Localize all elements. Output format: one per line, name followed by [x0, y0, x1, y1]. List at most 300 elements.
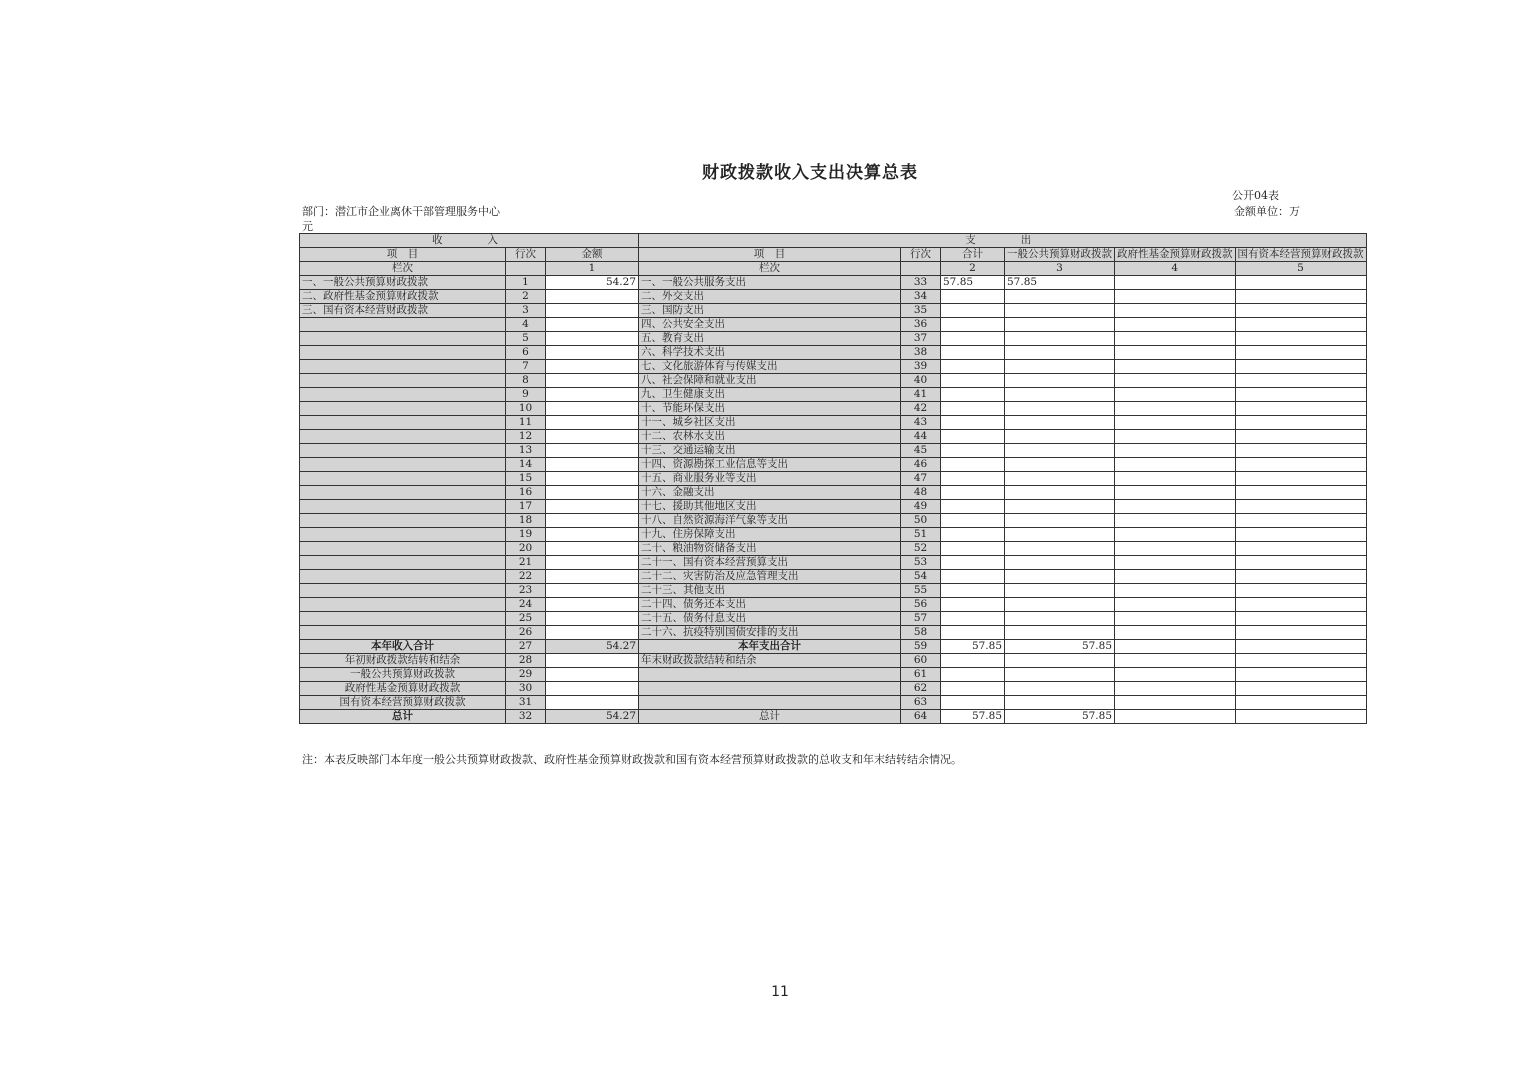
state-capital-amount — [1235, 570, 1366, 584]
income-amount — [546, 430, 639, 444]
table-row — [300, 626, 1367, 640]
table-row — [300, 472, 1367, 486]
footnote: 注：本表反映部门本年度一般公共预算财政拨款、政府性基金预算财政拨款和国有资本经营预算财政拨款的总收支和年末结转结余情况。 — [302, 753, 962, 766]
row-number: 31 — [506, 696, 546, 710]
income-amount-header: 金额 — [546, 248, 639, 262]
expense-row-number: 56 — [901, 598, 941, 612]
row-number: 27 — [506, 640, 546, 654]
balance-row — [300, 696, 1367, 710]
table-row — [300, 528, 1367, 542]
general-budget-amount — [1005, 332, 1115, 346]
state-capital-amount — [1235, 668, 1366, 682]
expense-row-number: 38 — [901, 346, 941, 360]
opening-balance-label: 年初财政拨款结转和结余 — [300, 654, 506, 668]
total-amount — [941, 514, 1005, 528]
total-amount — [941, 556, 1005, 570]
income-item — [300, 402, 506, 416]
expense-row-no-header: 行次 — [901, 248, 941, 262]
grand-total-row — [300, 710, 1367, 724]
expense-item: 十四、资源勘探工业信息等支出 — [639, 458, 901, 472]
total-amount — [941, 472, 1005, 486]
gov-fund-amount — [1115, 430, 1236, 444]
general-budget-amount — [1005, 472, 1115, 486]
expense-item: 七、文化旅游体育与传媒支出 — [639, 360, 901, 374]
gov-fund-amount — [1115, 402, 1236, 416]
gov-fund-amount — [1115, 500, 1236, 514]
expense-item: 十二、农林水支出 — [639, 430, 901, 444]
state-capital-amount — [1235, 388, 1366, 402]
general-budget-amount — [1005, 668, 1115, 682]
expense-row-number: 54 — [901, 570, 941, 584]
income-amount: 54.27 — [546, 710, 639, 724]
expense-item: 六、科学技术支出 — [639, 346, 901, 360]
table-row — [300, 584, 1367, 598]
state-capital-amount — [1235, 598, 1366, 612]
table-row — [300, 388, 1367, 402]
gov-fund-amount — [1115, 556, 1236, 570]
gov-fund-amount — [1115, 290, 1236, 304]
gov-fund-amount — [1115, 416, 1236, 430]
table-row — [300, 346, 1367, 360]
expense-item: 三、国防支出 — [639, 304, 901, 318]
balance-row — [300, 668, 1367, 682]
income-amount — [546, 444, 639, 458]
expense-row-number: 51 — [901, 528, 941, 542]
income-row-number: 10 — [506, 402, 546, 416]
expense-item: 十八、自然资源海洋气象等支出 — [639, 514, 901, 528]
income-item — [300, 528, 506, 542]
general-budget-amount — [1005, 444, 1115, 458]
total-amount — [941, 486, 1005, 500]
general-budget-amount: 57.85 — [1005, 276, 1115, 290]
gov-fund-amount — [1115, 710, 1236, 724]
income-row-number: 2 — [506, 290, 546, 304]
expense-item: 五、教育支出 — [639, 332, 901, 346]
income-amount — [546, 416, 639, 430]
expense-item: 十一、城乡社区支出 — [639, 416, 901, 430]
state-capital-amount — [1235, 276, 1366, 290]
state-capital-income-label: 国有资本经营预算财政拨款 — [300, 696, 506, 710]
total-amount — [941, 430, 1005, 444]
total-amount — [941, 360, 1005, 374]
expense-row-number: 33 — [901, 276, 941, 290]
expense-row-number: 47 — [901, 472, 941, 486]
table-row — [300, 458, 1367, 472]
income-amount — [546, 654, 639, 668]
income-amount — [546, 500, 639, 514]
income-row-number: 21 — [506, 556, 546, 570]
gov-fund-amount — [1115, 612, 1236, 626]
gov-fund-income-label: 政府性基金预算财政拨款 — [300, 682, 506, 696]
total-amount — [941, 584, 1005, 598]
total-amount — [941, 402, 1005, 416]
gov-fund-amount — [1115, 332, 1236, 346]
section-header-row — [300, 234, 1367, 248]
column-number-1: 1 — [546, 262, 639, 276]
state-capital-amount — [1235, 654, 1366, 668]
state-capital-amount — [1235, 416, 1366, 430]
gov-fund-amount — [1115, 626, 1236, 640]
income-amount — [546, 598, 639, 612]
row-number: 28 — [506, 654, 546, 668]
expense-item-header: 项 目 — [639, 248, 901, 262]
column-number-3: 3 — [1005, 262, 1115, 276]
total-amount — [941, 388, 1005, 402]
state-capital-amount — [1235, 472, 1366, 486]
state-capital-amount — [1235, 696, 1366, 710]
income-row-number: 25 — [506, 612, 546, 626]
income-item — [300, 374, 506, 388]
gov-fund-amount — [1115, 486, 1236, 500]
column-number-blank-expense — [901, 262, 941, 276]
income-item — [300, 486, 506, 500]
state-capital-amount — [1235, 542, 1366, 556]
state-capital-amount — [1235, 682, 1366, 696]
state-capital-amount — [1235, 514, 1366, 528]
income-row-number: 24 — [506, 598, 546, 612]
total-amount — [941, 626, 1005, 640]
expense-row-number: 39 — [901, 360, 941, 374]
row-number: 30 — [506, 682, 546, 696]
total-amount — [941, 304, 1005, 318]
state-capital-amount — [1235, 556, 1366, 570]
total-amount — [941, 500, 1005, 514]
state-capital-amount — [1235, 318, 1366, 332]
total-amount — [941, 696, 1005, 710]
expense-item: 二、外交支出 — [639, 290, 901, 304]
row-number: 32 — [506, 710, 546, 724]
expense-item: 一、一般公共服务支出 — [639, 276, 901, 290]
gov-fund-header: 政府性基金预算财政拨款 — [1115, 248, 1236, 262]
income-amount — [546, 682, 639, 696]
income-item — [300, 626, 506, 640]
expense-item-blank — [639, 668, 901, 682]
income-amount: 54.27 — [546, 640, 639, 654]
state-capital-amount — [1235, 332, 1366, 346]
general-budget-amount — [1005, 500, 1115, 514]
income-item — [300, 458, 506, 472]
gov-fund-amount — [1115, 458, 1236, 472]
total-amount — [941, 598, 1005, 612]
income-item — [300, 388, 506, 402]
total-amount — [941, 528, 1005, 542]
balance-row — [300, 682, 1367, 696]
year-income-total-label: 本年收入合计 — [300, 640, 506, 654]
income-amount — [546, 542, 639, 556]
gov-fund-amount — [1115, 570, 1236, 584]
table-row — [300, 276, 1367, 290]
gov-fund-amount — [1115, 682, 1236, 696]
gov-fund-amount — [1115, 640, 1236, 654]
grand-total-label: 总计 — [300, 710, 506, 724]
income-row-number: 12 — [506, 430, 546, 444]
general-budget-amount — [1005, 304, 1115, 318]
general-budget-amount — [1005, 626, 1115, 640]
page-title: 财政拨款收入支出决算总表 — [702, 163, 918, 183]
general-budget-amount — [1005, 318, 1115, 332]
income-row-number: 1 — [506, 276, 546, 290]
table-row — [300, 318, 1367, 332]
total-amount — [941, 570, 1005, 584]
income-amount — [546, 612, 639, 626]
expense-item: 十五、商业服务业等支出 — [639, 472, 901, 486]
gov-fund-amount — [1115, 318, 1236, 332]
expense-row-number: 43 — [901, 416, 941, 430]
gov-fund-amount — [1115, 304, 1236, 318]
income-item — [300, 430, 506, 444]
expense-item: 八、社会保障和就业支出 — [639, 374, 901, 388]
expense-item: 十、节能环保支出 — [639, 402, 901, 416]
general-budget-income-label: 一般公共预算财政拨款 — [300, 668, 506, 682]
income-row-number: 6 — [506, 346, 546, 360]
general-budget-amount — [1005, 696, 1115, 710]
table-row — [300, 514, 1367, 528]
income-row-number: 17 — [506, 500, 546, 514]
income-row-number: 20 — [506, 542, 546, 556]
gov-fund-amount — [1115, 696, 1236, 710]
income-amount — [546, 318, 639, 332]
general-budget-amount — [1005, 584, 1115, 598]
total-amount — [941, 290, 1005, 304]
general-budget-amount — [1005, 542, 1115, 556]
expense-row-number: 52 — [901, 542, 941, 556]
gov-fund-amount — [1115, 528, 1236, 542]
state-capital-amount — [1235, 290, 1366, 304]
year-total-row — [300, 640, 1367, 654]
expense-row-number: 49 — [901, 500, 941, 514]
column-label: 栏次 — [300, 262, 506, 276]
gov-fund-amount — [1115, 584, 1236, 598]
row-number: 61 — [901, 668, 941, 682]
total-amount — [941, 542, 1005, 556]
expense-item: 二十五、债务付息支出 — [639, 612, 901, 626]
state-capital-amount — [1235, 346, 1366, 360]
income-amount — [546, 402, 639, 416]
expense-row-number: 44 — [901, 430, 941, 444]
state-capital-amount — [1235, 360, 1366, 374]
income-row-number: 3 — [506, 304, 546, 318]
gov-fund-amount — [1115, 598, 1236, 612]
income-amount — [546, 332, 639, 346]
income-amount — [546, 472, 639, 486]
total-header: 合计 — [941, 248, 1005, 262]
state-capital-header: 国有资本经营预算财政拨款 — [1235, 248, 1366, 262]
gov-fund-amount — [1115, 514, 1236, 528]
income-item-header: 项 目 — [300, 248, 506, 262]
total-amount — [941, 374, 1005, 388]
general-budget-amount — [1005, 458, 1115, 472]
state-capital-amount — [1235, 640, 1366, 654]
table-row — [300, 444, 1367, 458]
income-amount — [546, 304, 639, 318]
income-amount — [546, 290, 639, 304]
income-item — [300, 598, 506, 612]
expense-row-number: 58 — [901, 626, 941, 640]
expense-item: 四、公共安全支出 — [639, 318, 901, 332]
table-row — [300, 360, 1367, 374]
year-expense-total-label: 本年支出合计 — [639, 640, 901, 654]
total-amount: 57.85 — [941, 276, 1005, 290]
total-amount — [941, 682, 1005, 696]
expense-item: 二十二、灾害防治及应急管理支出 — [639, 570, 901, 584]
income-item — [300, 500, 506, 514]
income-amount: 54.27 — [546, 276, 639, 290]
total-amount — [941, 346, 1005, 360]
general-budget-amount — [1005, 430, 1115, 444]
gov-fund-amount — [1115, 668, 1236, 682]
income-row-number: 9 — [506, 388, 546, 402]
income-item: 一、一般公共预算财政拨款 — [300, 276, 506, 290]
expense-row-number: 50 — [901, 514, 941, 528]
income-item: 三、国有资本经营财政拨款 — [300, 304, 506, 318]
income-amount — [546, 458, 639, 472]
income-row-no-header: 行次 — [506, 248, 546, 262]
expense-row-number: 41 — [901, 388, 941, 402]
expense-row-number: 48 — [901, 486, 941, 500]
column-number-5: 5 — [1235, 262, 1366, 276]
row-number: 59 — [901, 640, 941, 654]
table-row — [300, 542, 1367, 556]
closing-balance-label: 年末财政拨款结转和结余 — [639, 654, 901, 668]
expense-row-number: 45 — [901, 444, 941, 458]
table-row — [300, 374, 1367, 388]
income-amount — [546, 514, 639, 528]
income-row-number: 14 — [506, 458, 546, 472]
income-amount — [546, 696, 639, 710]
expense-item: 十九、住房保障支出 — [639, 528, 901, 542]
income-item — [300, 346, 506, 360]
column-number-2: 2 — [941, 262, 1005, 276]
state-capital-amount — [1235, 458, 1366, 472]
income-row-number: 15 — [506, 472, 546, 486]
gov-fund-amount — [1115, 654, 1236, 668]
income-item — [300, 332, 506, 346]
table-row — [300, 402, 1367, 416]
total-amount — [941, 444, 1005, 458]
income-item — [300, 570, 506, 584]
general-budget-amount — [1005, 416, 1115, 430]
gov-fund-amount — [1115, 444, 1236, 458]
income-row-number: 4 — [506, 318, 546, 332]
income-amount — [546, 570, 639, 584]
column-label-expense: 栏次 — [639, 262, 901, 276]
gov-fund-amount — [1115, 360, 1236, 374]
total-amount: 57.85 — [941, 710, 1005, 724]
income-section-header: 收 入 — [300, 234, 639, 248]
table-row — [300, 290, 1367, 304]
general-budget-amount: 57.85 — [1005, 640, 1115, 654]
general-budget-amount — [1005, 486, 1115, 500]
general-budget-amount — [1005, 556, 1115, 570]
expense-item: 二十、粮油物资储备支出 — [639, 542, 901, 556]
state-capital-amount — [1235, 500, 1366, 514]
total-amount — [941, 668, 1005, 682]
general-budget-amount — [1005, 682, 1115, 696]
total-amount — [941, 416, 1005, 430]
general-budget-amount — [1005, 654, 1115, 668]
state-capital-amount — [1235, 612, 1366, 626]
general-budget-amount — [1005, 290, 1115, 304]
general-budget-amount — [1005, 514, 1115, 528]
expense-item-blank — [639, 696, 901, 710]
income-item — [300, 556, 506, 570]
gov-fund-amount — [1115, 388, 1236, 402]
income-row-number: 13 — [506, 444, 546, 458]
total-amount: 57.85 — [941, 640, 1005, 654]
income-amount — [546, 360, 639, 374]
general-budget-amount — [1005, 388, 1115, 402]
income-row-number: 8 — [506, 374, 546, 388]
income-item — [300, 472, 506, 486]
income-amount — [546, 556, 639, 570]
income-row-number: 19 — [506, 528, 546, 542]
state-capital-amount — [1235, 486, 1366, 500]
income-row-number: 22 — [506, 570, 546, 584]
income-row-number: 23 — [506, 584, 546, 598]
table-row — [300, 598, 1367, 612]
table-row — [300, 304, 1367, 318]
state-capital-amount — [1235, 402, 1366, 416]
general-budget-amount — [1005, 402, 1115, 416]
income-row-number: 26 — [506, 626, 546, 640]
expense-item: 二十六、抗疫特别国债安排的支出 — [639, 626, 901, 640]
expense-row-number: 57 — [901, 612, 941, 626]
general-budget-amount — [1005, 598, 1115, 612]
table-row — [300, 332, 1367, 346]
unit-label: 金额单位：万 — [1234, 205, 1300, 218]
total-amount — [941, 332, 1005, 346]
income-row-number: 5 — [506, 332, 546, 346]
general-budget-amount — [1005, 346, 1115, 360]
income-amount — [546, 626, 639, 640]
income-item — [300, 514, 506, 528]
income-amount — [546, 486, 639, 500]
expense-item: 二十一、国有资本经营预算支出 — [639, 556, 901, 570]
income-item — [300, 318, 506, 332]
general-budget-amount: 57.85 — [1005, 710, 1115, 724]
income-row-number: 7 — [506, 360, 546, 374]
expense-row-number: 35 — [901, 304, 941, 318]
department-label: 部门：潜江市企业离休干部管理服务中心 — [302, 205, 500, 218]
total-amount — [941, 318, 1005, 332]
expense-row-number: 37 — [901, 332, 941, 346]
row-number: 29 — [506, 668, 546, 682]
expense-item: 十三、交通运输支出 — [639, 444, 901, 458]
row-number: 60 — [901, 654, 941, 668]
total-amount — [941, 458, 1005, 472]
table-row — [300, 430, 1367, 444]
income-row-number: 11 — [506, 416, 546, 430]
expense-row-number: 42 — [901, 402, 941, 416]
income-row-number: 18 — [506, 514, 546, 528]
income-item — [300, 416, 506, 430]
column-number-row — [300, 262, 1367, 276]
expense-item: 九、卫生健康支出 — [639, 388, 901, 402]
gov-fund-amount — [1115, 374, 1236, 388]
state-capital-amount — [1235, 626, 1366, 640]
grand-total-expense-label: 总计 — [639, 710, 901, 724]
income-item — [300, 542, 506, 556]
income-amount — [546, 374, 639, 388]
column-number-4: 4 — [1115, 262, 1236, 276]
balance-row — [300, 654, 1367, 668]
state-capital-amount — [1235, 584, 1366, 598]
general-budget-amount — [1005, 360, 1115, 374]
income-item — [300, 584, 506, 598]
expense-row-number: 36 — [901, 318, 941, 332]
income-amount — [546, 668, 639, 682]
expense-section-header: 支 出 — [639, 234, 1367, 248]
